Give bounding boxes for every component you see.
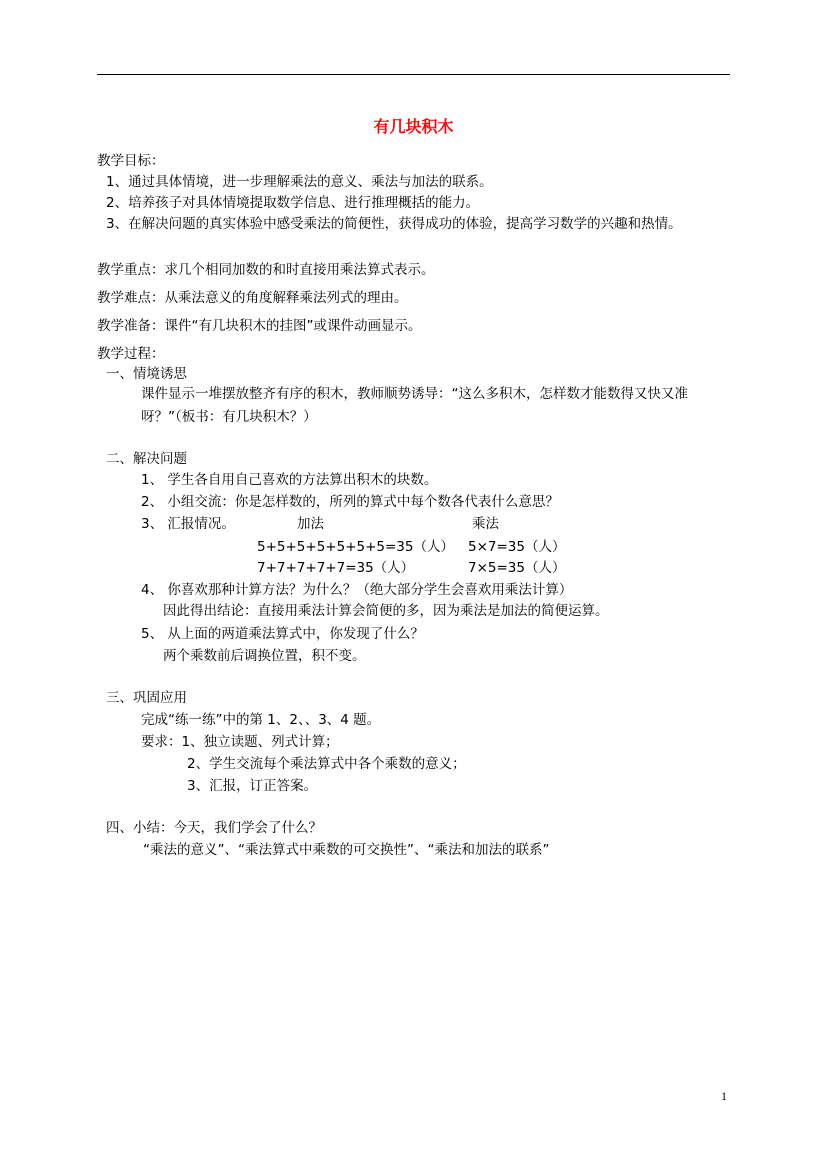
section-2-item-5-note: 两个乘数前后调换位置，积不变。	[163, 648, 366, 664]
goals-heading: 教学目标：	[97, 153, 165, 169]
multiplication-equation-2: 7×5=35（人）	[468, 560, 566, 576]
multiplication-column-label: 乘法	[472, 516, 499, 532]
document-title: 有几块积木	[373, 117, 454, 136]
goal-item-2: 2、培养孩子对具体情境提取数学信息、进行推理概括的能力。	[106, 195, 480, 211]
section-2-item-3: 3、 汇报情况。	[141, 516, 235, 532]
section-1-line-1: 课件显示一堆摆放整齐有序的积木，教师顺势诱导：“这么多积木，怎样数才能数得又快又准	[141, 386, 688, 402]
goal-item-3: 3、在解决问题的真实体验中感受乘法的简便性，获得成功的体验，提高学习数学的兴趣和热情。	[106, 216, 682, 232]
section-1-line-2: 呀？”（板书：有几块积木？）	[141, 409, 317, 425]
addition-equation-1: 5+5+5+5+5+5+5=35（人）	[257, 539, 454, 555]
section-3-requirement-3: 3、汇报，订正答案。	[187, 778, 318, 794]
section-4-heading: 四、小结：今天，我们学会了什么？	[106, 820, 322, 836]
section-3-heading: 三、巩固应用	[106, 690, 187, 706]
process-heading: 教学过程：	[97, 346, 165, 362]
difficulty: 教学难点：从乘法意义的角度解释乘法列式的理由。	[97, 290, 408, 306]
section-3-line-1: 完成“练一练”中的第 1、2、、3、4 题。	[141, 712, 381, 728]
goal-item-1: 1、通过具体情境，进一步理解乘法的意义、乘法与加法的联系。	[106, 174, 493, 190]
addition-equation-2: 7+7+7+7+7=35（人）	[257, 560, 415, 576]
page-number: 1	[721, 1089, 727, 1103]
section-2-item-1: 1、 学生各自用自己喜欢的方法算出积木的块数。	[141, 472, 438, 488]
preparation: 教学准备：课件“有几块积木的挂图”或课件动画显示。	[97, 318, 422, 334]
section-3-requirement-1: 要求：1、独立读题、列式计算；	[141, 734, 339, 750]
section-2-item-5: 5、 从上面的两道乘法算式中，你发现了什么？	[141, 626, 424, 642]
multiplication-equation-1: 5×7=35（人）	[468, 539, 566, 555]
key-point: 教学重点：求几个相同加数的和时直接用乘法算式表示。	[97, 262, 435, 278]
section-2-item-4-note: 因此得出结论：直接用乘法计算会简便的多，因为乘法是加法的简便运算。	[163, 603, 609, 619]
section-3-requirement-2: 2、学生交流每个乘法算式中各个乘数的意义；	[187, 756, 466, 772]
section-2-heading: 二、解决问题	[106, 451, 187, 467]
section-2-item-4: 4、 你喜欢那种计算方法？为什么？（绝大部分学生会喜欢用乘法计算）	[141, 582, 573, 598]
header-rule	[97, 74, 730, 75]
section-4-line-1: “乘法的意义”、“乘法算式中乘数的可交换性”、“乘法和加法的联系”	[143, 842, 550, 858]
section-2-item-2: 2、 小组交流：你是怎样数的，所列的算式中每个数各代表什么意思？	[141, 494, 559, 510]
addition-column-label: 加法	[297, 516, 324, 532]
section-1-heading: 一、情境诱思	[106, 366, 187, 382]
